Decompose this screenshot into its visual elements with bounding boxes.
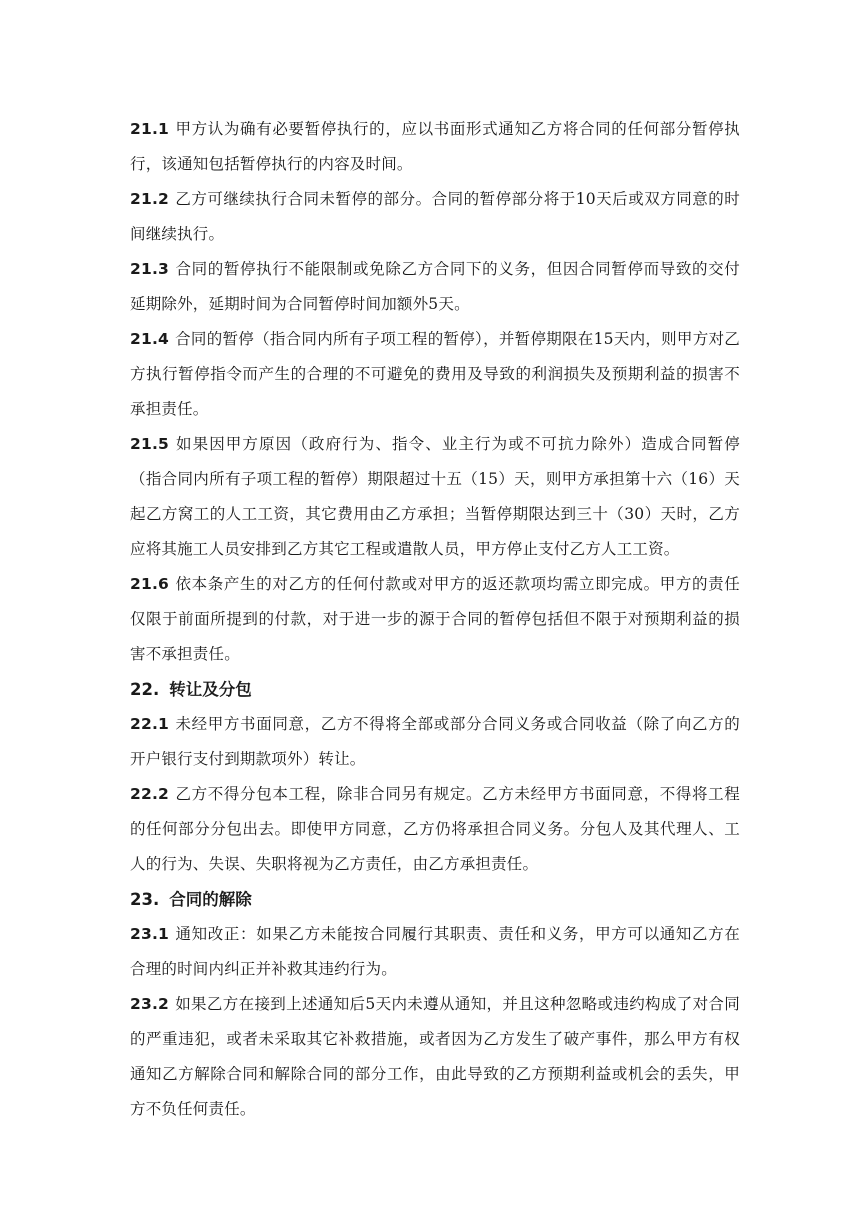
clause-21-6 <box>130 567 740 672</box>
clause-text: 乙方不得分包本工程，除非合同另有规定。乙方未经甲方书面同意，不得将工程的任何部分分包出去。即使甲方同意，乙方仍将承担合同义务。分包人及其代理人、工人的行为、失误、失职将视为乙方责任，由乙方承担责任。 <box>130 785 740 873</box>
clause-number: 21.6 <box>130 575 170 593</box>
clause-23-1 <box>130 917 740 987</box>
clause-number: 22.2 <box>130 785 170 803</box>
clause-text: 通知改正：如果乙方未能按合同履行其职责、责任和义务，甲方可以通知乙方在合理的时间内纠正并补救其违约行为。 <box>130 925 740 978</box>
clause-number: 21.2 <box>130 190 170 208</box>
clause-text: 依本条产生的对乙方的任何付款或对甲方的返还款项均需立即完成。甲方的责任仅限于前面所提到的付款，对于进一步的源于合同的暂停包括但不限于对预期利益的损害不承担责任。 <box>130 575 740 663</box>
clause-number: 21.5 <box>130 435 170 453</box>
section-heading-23 <box>130 882 740 917</box>
clause-21-5 <box>130 427 740 567</box>
clause-text: 合同的暂停执行不能限制或免除乙方合同下的义务，但因合同暂停而导致的交付延期除外，延期时间为合同暂停时间加额外5天。 <box>130 260 740 313</box>
clause-number: 21.1 <box>130 120 170 138</box>
clause-text: 如果乙方在接到上述通知后5天内未遵从通知，并且这种忽略或违约构成了对合同的严重违犯，或者未采取其它补救措施，或者因为乙方发生了破产事件，那么甲方有权通知乙方解除合同和解除合同的部分工作，由此导致的乙方预期利益或机会的丢失，甲方不负任何责任。 <box>130 995 740 1118</box>
clause-number: 21.3 <box>130 260 170 278</box>
clause-text: 如果因甲方原因（政府行为、指令、业主行为或不可抗力除外）造成合同暂停（指合同内所有子项工程的暂停）期限超过十五（15）天，则甲方承担第十六（16）天起乙方窝工的人工工资，其它费用由乙方承担；当暂停期限达到三十（30）天时，乙方应将其施工人员安排到乙方其它工程或遣散人员，甲方停止支付乙方人工工资。 <box>130 435 740 558</box>
clause-text: 合同的暂停（指合同内所有子项工程的暂停），并暂停期限在15天内，则甲方对乙方执行暂停指令而产生的合理的不可避免的费用及导致的利润损失及预期利益的损害不承担责任。 <box>130 330 740 418</box>
heading-number: 22. <box>130 680 160 699</box>
clause-21-3 <box>130 252 740 322</box>
section-heading-22 <box>130 672 740 707</box>
clause-number: 21.4 <box>130 330 170 348</box>
clause-number: 23.2 <box>130 995 170 1013</box>
heading-text: 合同的解除 <box>169 890 252 909</box>
clause-text: 乙方可继续执行合同未暂停的部分。合同的暂停部分将于10天后或双方同意的时间继续执行。 <box>130 190 740 243</box>
clause-number: 22.1 <box>130 715 170 733</box>
clause-number: 23.1 <box>130 925 170 943</box>
clause-21-4 <box>130 322 740 427</box>
heading-text: 转让及分包 <box>169 680 252 699</box>
clause-22-1 <box>130 707 740 777</box>
clause-22-2 <box>130 777 740 882</box>
clause-23-2 <box>130 987 740 1127</box>
clause-21-2 <box>130 182 740 252</box>
document-page <box>130 112 740 1127</box>
clause-text: 未经甲方书面同意，乙方不得将全部或部分合同义务或合同收益（除了向乙方的开户银行支付到期款项外）转让。 <box>130 715 740 768</box>
heading-number: 23. <box>130 890 160 909</box>
clause-text: 甲方认为确有必要暂停执行的，应以书面形式通知乙方将合同的任何部分暂停执行，该通知包括暂停执行的内容及时间。 <box>130 120 740 173</box>
clause-21-1 <box>130 112 740 182</box>
